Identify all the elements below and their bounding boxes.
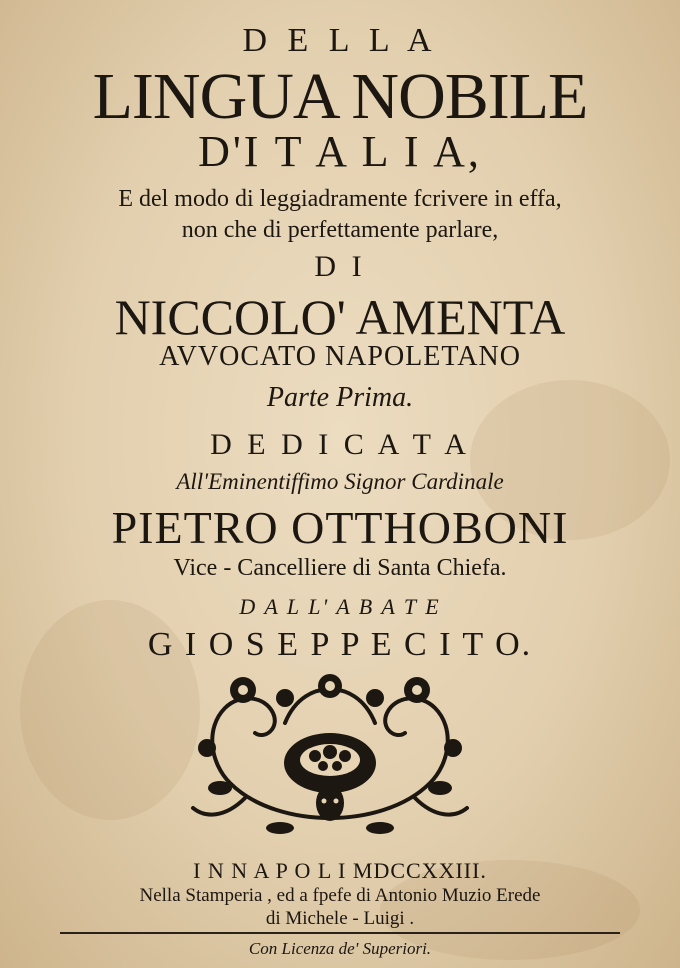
abate-name: G I O S E P P E C I T O.: [147, 626, 533, 663]
subtitle-line-1: E del modo di leggiadramente fcrivere in effa,: [118, 186, 562, 212]
floral-basket-ornament-icon: [185, 668, 475, 840]
cardinal-role: Vice - Cancelliere di Santa Chiefa.: [173, 555, 507, 581]
cardinal-name: PIETRO OTTHOBONI: [111, 502, 569, 553]
dedicata-label: D E D I C A T A: [210, 428, 470, 461]
imprint-printer-2: di Michele - Luigi .: [265, 908, 415, 929]
imprint-place-year: I N N A P O L I MDCCXXIII.: [193, 858, 487, 883]
imprint-printer: Nella Stamperia , ed a fpefe di Antonio Muzio Erede: [139, 885, 541, 906]
title-lingua-nobile: LINGUA NOBILE: [92, 60, 588, 133]
author-role: AVVOCATO NAPOLETANO: [159, 341, 521, 372]
divider-rule: [60, 932, 620, 934]
subtitle-line-2: non che di perfettamente parlare,: [181, 217, 499, 243]
title-della: D E L L A: [242, 22, 438, 59]
author-name: NICCOLO' AMENTA: [114, 289, 566, 345]
part-label: Parte Prima.: [266, 382, 414, 413]
dedication-to: All'Eminentiffimo Signor Cardinale: [176, 469, 504, 494]
title-ditalia: D'I T A L I A,: [198, 127, 482, 176]
title-di: D I: [314, 250, 366, 283]
dall-abate-label: D A L L' A B A T E: [239, 594, 441, 619]
license-line: Con Licenza de' Superiori.: [248, 939, 432, 958]
